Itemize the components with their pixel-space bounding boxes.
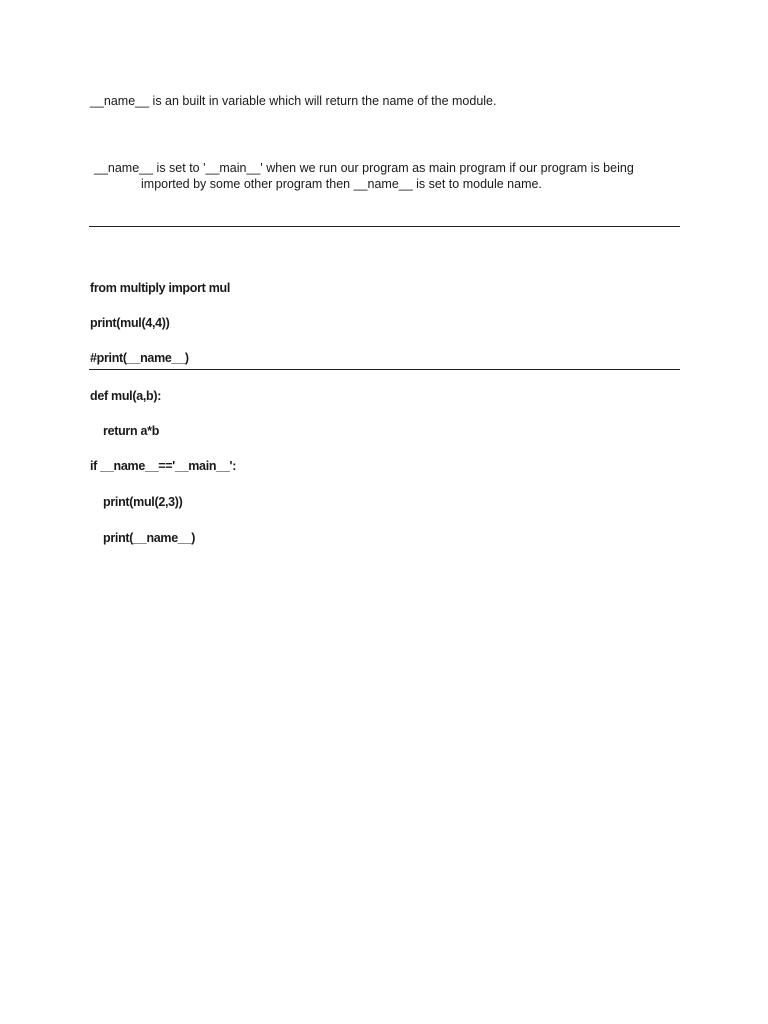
paragraph-name-variable: __name__ is an built in variable which will return the name of the module. [90, 94, 497, 108]
paragraph-name-main-line1: __name__ is set to '__main__' when we run our program as main program if our program is being [94, 161, 634, 175]
paragraph-name-main-line2: imported by some other program then __name__ is set to module name. [141, 177, 542, 191]
code-print-name-line: print(__name__) [103, 531, 196, 545]
horizontal-divider-top [89, 226, 680, 227]
horizontal-divider-middle [89, 369, 680, 370]
code-if-main-line: if __name__=='__main__': [90, 459, 237, 473]
code-print-line: print(mul(4,4)) [90, 316, 170, 330]
code-def-line: def mul(a,b): [90, 389, 162, 403]
code-comment-line: #print(__name__) [90, 351, 189, 365]
code-print-call-line: print(mul(2,3)) [103, 495, 183, 509]
code-return-line: return a*b [103, 424, 160, 438]
code-import-line: from multiply import mul [90, 281, 231, 295]
